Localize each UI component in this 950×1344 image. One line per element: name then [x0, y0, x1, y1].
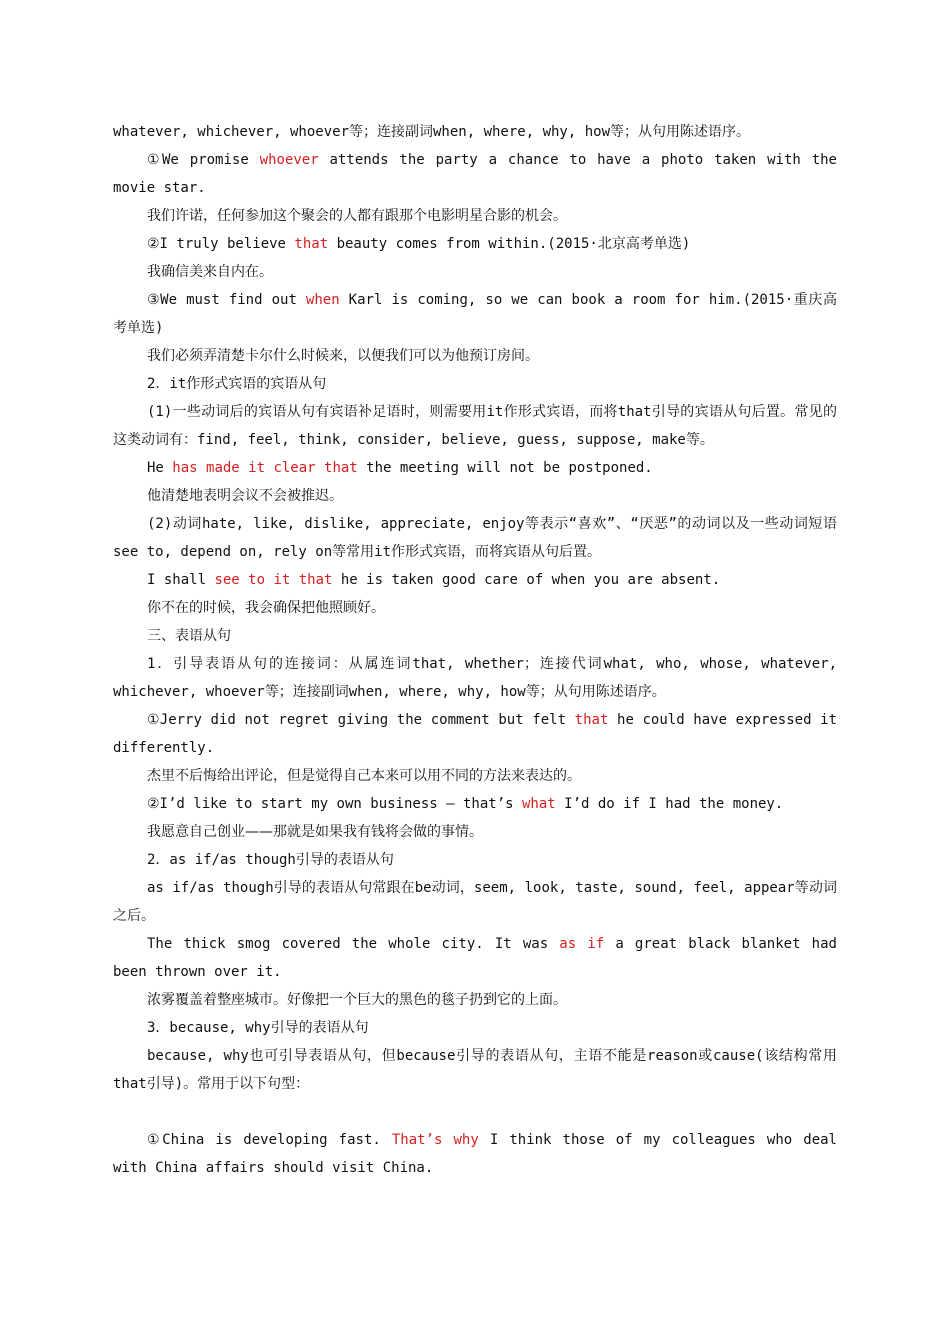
paragraph-rule-2: (2)动词hate, like, dislike, appreciate, enjoy等表示“喜欢”、“厌恶”的动词以及一些动词短语see to, depend on, rely on等常用it作形式宾语，而将宾语从句后置。: [113, 516, 837, 560]
example-sentence-9: ①China is developing fast. That’s why I think those of my colleagues who deal with China affairs should visit China.: [113, 1132, 837, 1176]
highlight-made-it-clear: has made it clear that: [172, 460, 358, 476]
paragraph-as-if-rule: as if/as though引导的表语从句常跟在be动词，seem, look, taste, sound, feel, appear等动词之后。: [113, 880, 837, 924]
translation-6: 杰里不后悔给出评论，但是觉得自己本来可以用不同的方法来表达的。: [147, 768, 581, 784]
highlight-that: that: [294, 236, 329, 252]
paragraph-because-rule: because, why也可引导表语从句，但because引导的表语从句，主语不能是reason或cause(该结构常用that引导)。常用于以下句型：: [113, 1048, 837, 1092]
example-sentence-4: He has made it clear that the meeting will not be postponed.: [147, 460, 653, 476]
paragraph-predicative-connectives: 1．引导表语从句的连接词：从属连词that, whether；连接代词what, who, whose, whatever, whichever, whoever等；连接副词when, where, why, how等；从句用陈述语序。: [113, 656, 837, 700]
example-sentence-8: The thick smog covered the whole city. It was as if a great black blanket had been thrown over it.: [113, 936, 837, 980]
example-sentence-7: ②I’d like to start my own business — that’s what I’d do if I had the money.: [147, 796, 784, 812]
section-heading-because-why: 3．because, why引导的表语从句: [147, 1020, 369, 1036]
section-heading-as-if: 2．as if/as though引导的表语从句: [147, 852, 394, 868]
example-sentence-6: ①Jerry did not regret giving the comment but felt that he could have expressed it differently.: [113, 712, 837, 756]
blank-line: [113, 1098, 837, 1126]
document-page: [113, 118, 837, 1182]
translation-4: 他清楚地表明会议不会被推迟。: [147, 488, 343, 504]
highlight-see-to-it: see to it that: [214, 572, 333, 588]
translation-8: 浓雾覆盖着整座城市。好像把一个巨大的黑色的毯子扔到它的上面。: [147, 992, 567, 1008]
paragraph-rule-1: (1)一些动词后的宾语从句有宾语补足语时，则需要用it作形式宾语，而将that引导的宾语从句后置。常见的这类动词有：find, feel, think, consider, believe, guess, suppose, make等。: [113, 404, 837, 448]
highlight-thats-why: That’s why: [391, 1132, 479, 1148]
translation-3: 我们必须弄清楚卡尔什么时候来，以便我们可以为他预订房间。: [147, 348, 539, 364]
highlight-when: when: [305, 292, 340, 308]
highlight-as-if: as if: [559, 936, 605, 952]
translation-7: 我愿意自己创业——那就是如果我有钱将会做的事情。: [147, 824, 483, 840]
translation-2: 我确信美来自内在。: [147, 264, 273, 280]
highlight-what: what: [522, 796, 556, 812]
section-heading-predicative: 三、表语从句: [147, 628, 231, 644]
example-sentence-5: I shall see to it that he is taken good care of when you are absent.: [147, 572, 721, 588]
paragraph-connectives-continued: whatever, whichever, whoever等；连接副词when, where, why, how等；从句用陈述语序。: [113, 124, 751, 140]
highlight-whoever: whoever: [259, 152, 319, 168]
example-sentence-2: ②I truly believe that beauty comes from within.(2015·北京高考单选): [147, 236, 691, 252]
translation-1: 我们许诺，任何参加这个聚会的人都有跟那个电影明星合影的机会。: [147, 208, 567, 224]
translation-5: 你不在的时候，我会确保把他照顾好。: [147, 600, 385, 616]
section-heading-it-object: 2．it作形式宾语的宾语从句: [147, 376, 327, 392]
example-sentence-3: ③We must find out when Karl is coming, so we can book a room for him.(2015·重庆高考单选): [113, 292, 837, 336]
example-sentence-1: ①We promise whoever attends the party a chance to have a photo taken with the movie star.: [113, 152, 837, 196]
highlight-that-2: that: [574, 712, 609, 728]
